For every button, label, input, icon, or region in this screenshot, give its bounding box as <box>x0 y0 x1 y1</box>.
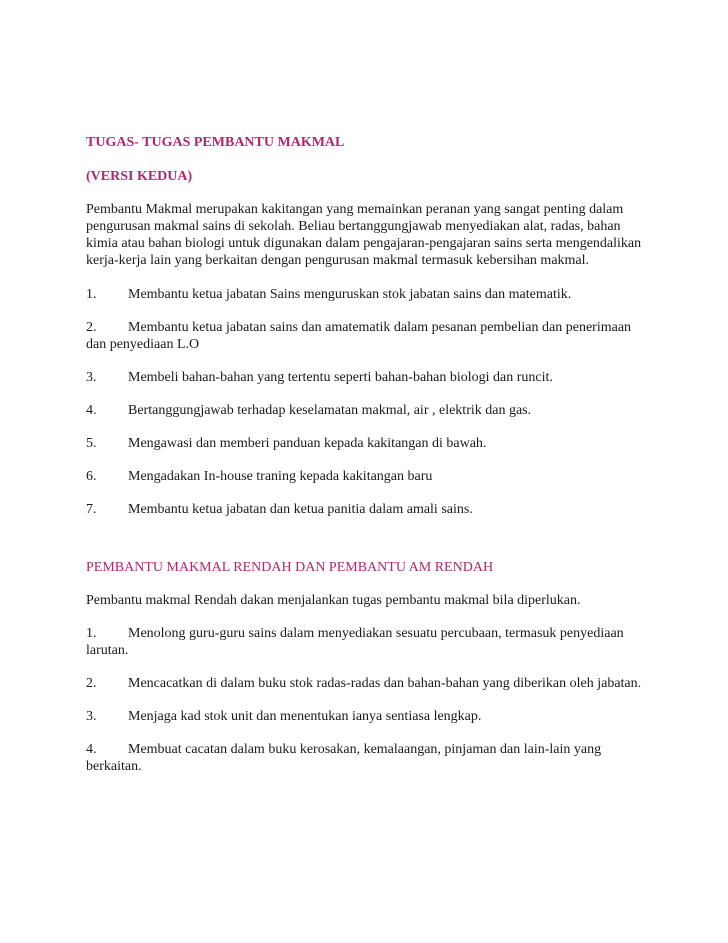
list-item: 6. Mengadakan In-house traning kepada kakitangan baru <box>86 469 433 484</box>
list-item: 5. Mengawasi dan memberi panduan kepada kakitangan di bawah. <box>86 436 487 451</box>
list-item: 4. Membuat cacatan dalam buku kerosakan, kemalaangan, pinjaman dan lain-lain yang berkaitan. <box>86 742 602 774</box>
list-item: 3. Menjaga kad stok unit dan menentukan ianya sentiasa lengkap. <box>86 709 482 724</box>
list-item: 1. Menolong guru-guru sains dalam menyediakan sesuatu percubaan, termasuk penyediaan larutan. <box>86 626 624 658</box>
list-item: 1. Membantu ketua jabatan Sains menguruskan stok jabatan sains dan matematik. <box>86 287 572 302</box>
list-item: 2. Mencacatkan di dalam buku stok radas-radas dan bahan-bahan yang diberikan oleh jabatan. <box>86 676 642 691</box>
document-title: TUGAS- TUGAS PEMBANTU MAKMAL <box>86 135 345 150</box>
document-subtitle: (VERSI KEDUA) <box>86 169 193 184</box>
list-item: 2. Membantu ketua jabatan sains dan amatematik dalam pesanan pembelian dan penerimaan dan penyediaan L.O <box>86 320 632 352</box>
section-intro: Pembantu makmal Rendah dakan menjalankan tugas pembantu makmal bila diperlukan. <box>86 593 581 608</box>
intro-paragraph: Pembantu Makmal merupakan kakitangan yang memainkan peranan yang sangat penting dalam pengurusan makmal sains di sekolah. Beliau bertanggungjawab menyediakan alat, radas, bahan kimia atau bahan biologi untuk digunakan dalam pengajaran-pengajaran sains serta mengendalikan kerja-kerja lain yang berkaitan dengan pengurusan makmal termasuk kebersihan makmal. <box>86 202 642 268</box>
list-item: 4. Bertanggungjawab terhadap keselamatan makmal, air , elektrik dan gas. <box>86 403 532 418</box>
list-item: 3. Membeli bahan-bahan yang tertentu seperti bahan-bahan biologi dan runcit. <box>86 370 553 385</box>
section-heading: PEMBANTU MAKMAL RENDAH DAN PEMBANTU AM RENDAH <box>86 560 494 575</box>
document-page <box>86 133 652 775</box>
list-item: 7. Membantu ketua jabatan dan ketua panitia dalam amali sains. <box>86 502 473 517</box>
